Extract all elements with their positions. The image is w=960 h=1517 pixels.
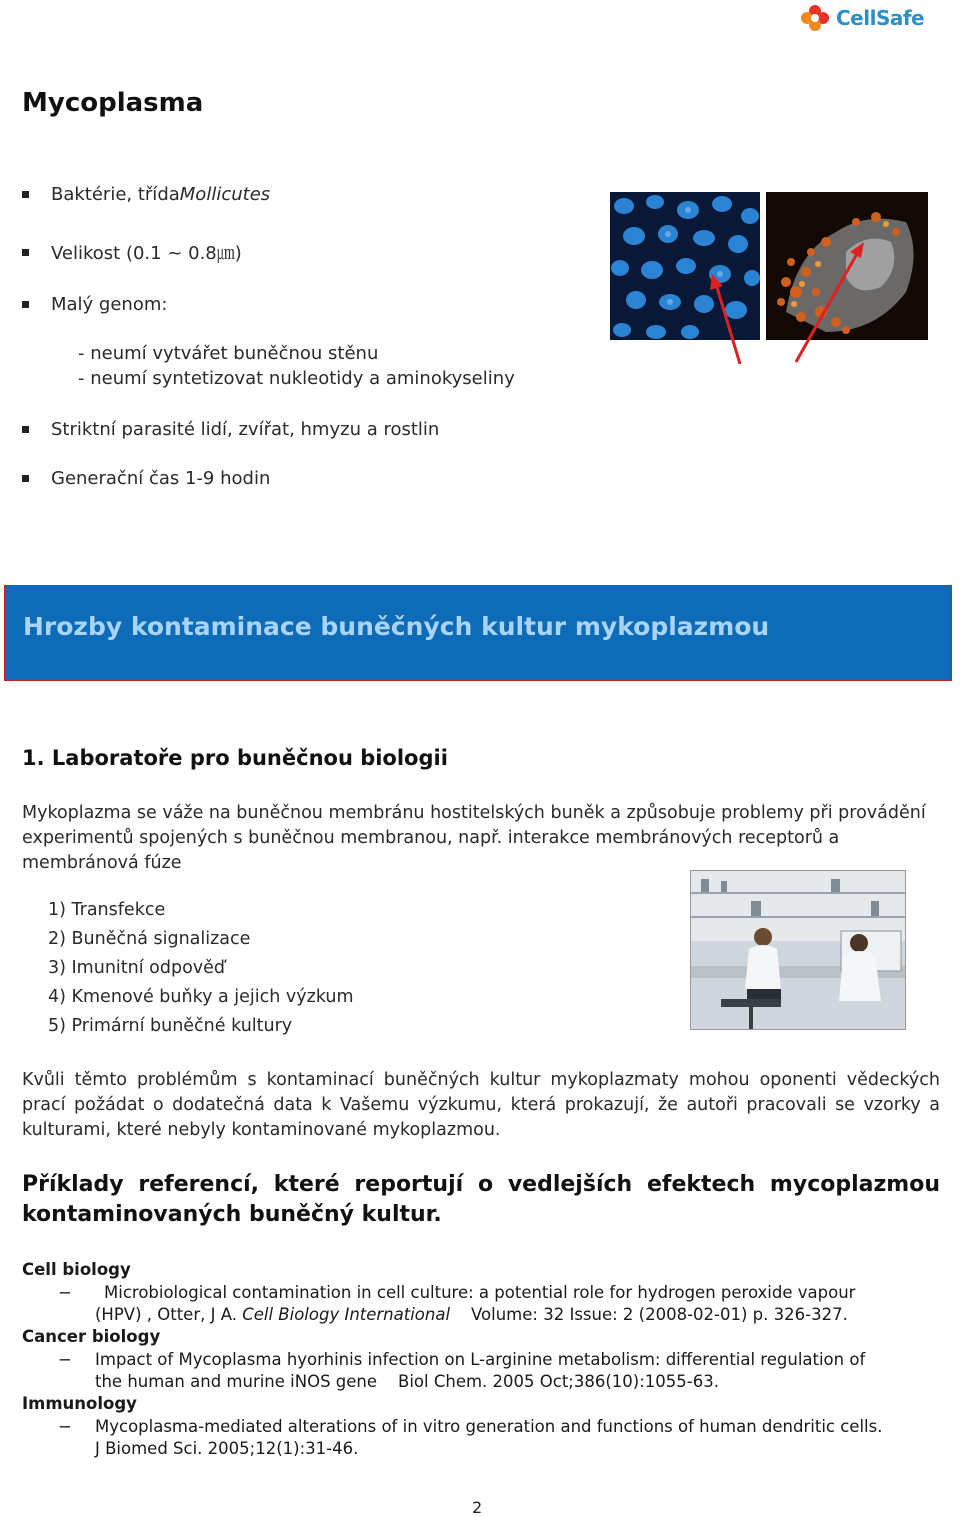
- reference-journal: Cell Biology International: [242, 1305, 451, 1324]
- dash-bullet-icon: −: [58, 1417, 72, 1436]
- bullet-item: [22, 419, 439, 440]
- bullet-square-icon: [22, 475, 29, 482]
- bullet-item: [22, 468, 270, 489]
- logo-text: CellSafe: [836, 6, 925, 30]
- bullet-item: [22, 294, 167, 315]
- cellsafe-logo: [798, 2, 938, 34]
- references-heading: Příklady referencí, které reportují o vedlejších efektech mycoplazmou kontaminovaných buněčný kultur.: [22, 1172, 940, 1227]
- reference-category: Immunology: [22, 1394, 137, 1413]
- section-conclusion-paragraph: Kvůli těmto problémům s kontaminací buněčných kultur mykoplazmaty mohou oponenti vědeckých prací požádat o dodatečná data k Vašemu výzkumu, která prokazují, že autoři pracovali se vzorky a kulturami, které nebyly kontaminované mykoplazmou.: [22, 1070, 940, 1140]
- section-intro-paragraph: Mykoplazma se váže na buněčnou membránu hostitelských buněk a způsobuje problemy při provádění experimentů spojených s buněčnou membranou, např. interakce membránových receptorů a membránová fúze: [22, 803, 926, 873]
- laboratory-photo: [690, 870, 906, 1030]
- bullet-square-icon: [22, 191, 29, 198]
- cellsafe-flower-icon: [798, 3, 832, 33]
- banner-title: Hrozby kontaminace buněčných kultur mykoplazmou: [23, 612, 770, 641]
- reference-line: J Biomed Sci. 2005;12(1):31-46.: [95, 1439, 359, 1458]
- contamination-threats-banner: [4, 585, 952, 681]
- bullet-italic: Mollicutes: [179, 184, 271, 205]
- list-item: 2) Buněčná signalizace: [48, 929, 251, 949]
- page-title: Mycoplasma: [22, 88, 204, 118]
- genome-subitem: - neumí vytvářet buněčnou stěnu: [78, 343, 379, 364]
- reference-category: Cancer biology: [22, 1327, 161, 1346]
- reference-line: the human and murine iNOS gene Biol Chem. 2005 Oct;386(10):1055-63.: [95, 1372, 719, 1391]
- page-number: 2: [472, 1498, 483, 1517]
- bullet-text: Generační čas 1-9 hodin: [51, 468, 271, 489]
- reference-line: Mycoplasma-mediated alterations of in vitro generation and functions of human dendritic cells.: [95, 1417, 883, 1436]
- bullet-text: Malý genom:: [51, 294, 168, 315]
- reference-category: Cell biology: [22, 1260, 131, 1279]
- dash-bullet-icon: −: [58, 1283, 72, 1302]
- red-pointer-arrows: [690, 240, 880, 370]
- reference-line: Microbiological contamination in cell culture: a potential role for hydrogen peroxide vapour: [104, 1283, 856, 1302]
- bullet-text: Baktérie, třída: [51, 184, 180, 205]
- list-item: 4) Kmenové buňky a jejich výzkum: [48, 987, 354, 1007]
- bullet-item: [22, 184, 270, 205]
- section-heading-laboratories: 1. Laboratoře pro buněčnou biologii: [22, 746, 448, 770]
- bullet-square-icon: [22, 249, 29, 256]
- bullet-square-icon: [22, 301, 29, 308]
- bullet-item: [22, 239, 242, 265]
- reference-volume: Volume: 32 Issue: 2 (2008-02-01) p. 326-327.: [450, 1305, 848, 1324]
- list-item: 1) Transfekce: [48, 900, 166, 920]
- genome-subitem: - neumí syntetizovat nukleotidy a aminokyseliny: [78, 368, 515, 389]
- reference-citation: (HPV) , Otter, J A.: [95, 1305, 243, 1324]
- list-item: 5) Primární buněčné kultury: [48, 1016, 293, 1036]
- list-item: 3) Imunitní odpověď: [48, 958, 226, 978]
- lab-scene-graphic: [691, 871, 906, 1030]
- bullet-text: Velikost (0.1 ~ 0.8㎛): [51, 243, 242, 264]
- reference-line: [95, 1305, 848, 1324]
- dash-bullet-icon: −: [58, 1350, 72, 1369]
- bullet-square-icon: [22, 426, 29, 433]
- bullet-text: Striktní parasité lidí, zvířat, hmyzu a rostlin: [51, 419, 440, 440]
- reference-line: Impact of Mycoplasma hyorhinis infection on L-arginine metabolism: differential regulation of: [95, 1350, 866, 1369]
